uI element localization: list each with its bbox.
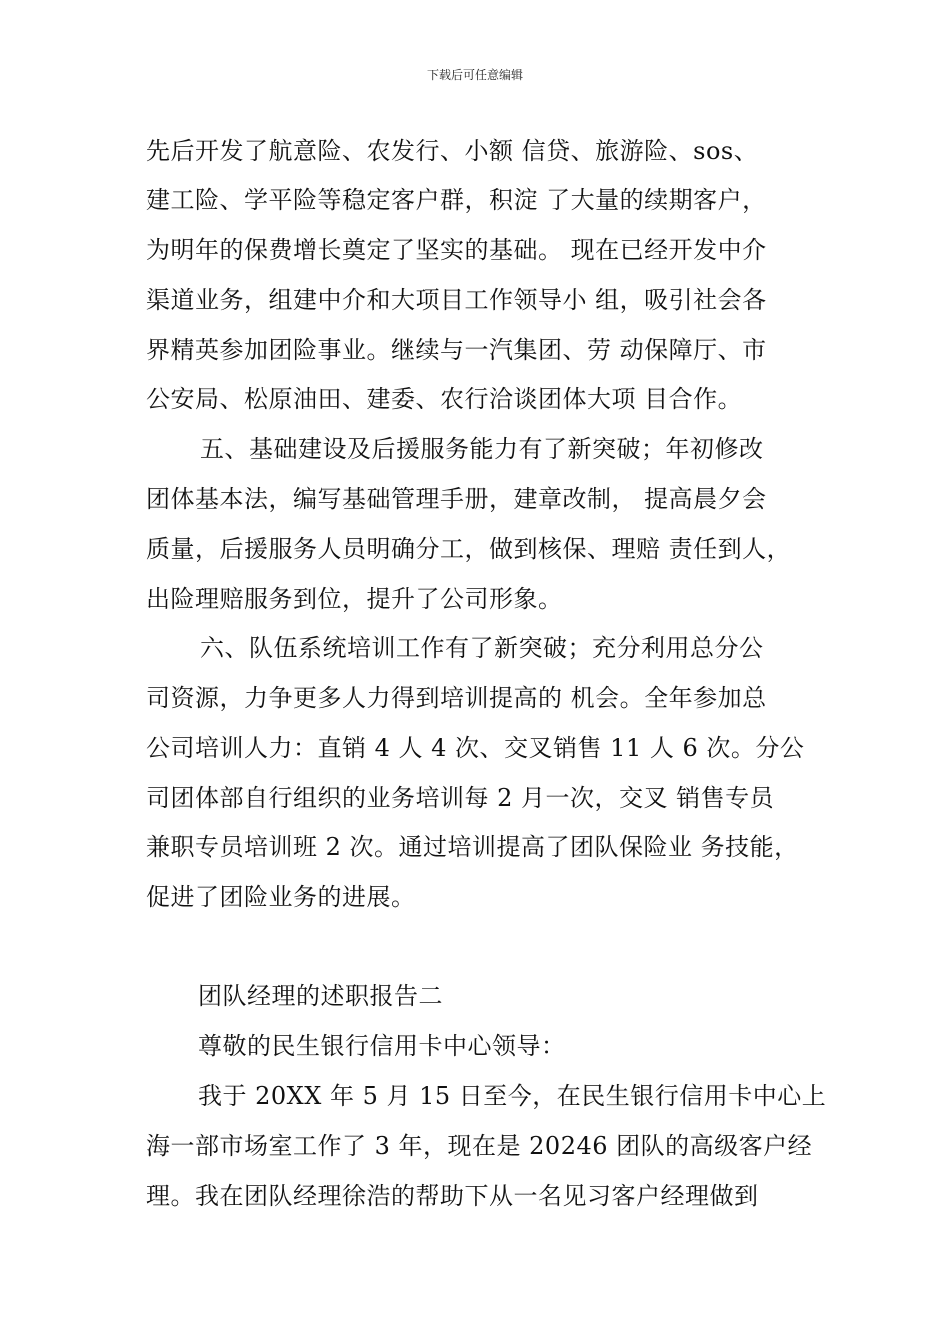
text-line: 界精英参加团险事业。继续与一汽集团、劳 动保障厅、市 — [146, 336, 767, 364]
text-line: 理。我在团队经理徐浩的帮助下从一名见习客户经理做到 — [146, 1182, 759, 1210]
text-line: 建工险、学平险等稳定客户群，积淀 了大量的续期客户， — [146, 186, 767, 214]
paragraph-start-line: 五、基础建设及后援服务能力有了新突破；年初修改 — [200, 435, 764, 463]
text-line: 海一部市场室工作了 3 年，现在是 20246 团队的高级客户经 — [146, 1132, 813, 1160]
text-line: 团体基本法，编写基础管理手册，建章改制， 提高晨夕会 — [146, 485, 767, 513]
text-line: 公安局、松原油田、建委、农行洽谈团体大项 目合作。 — [146, 385, 743, 413]
text-line: 促进了团险业务的进展。 — [146, 883, 416, 911]
salutation-line: 尊敬的民生银行信用卡中心领导： — [198, 1032, 566, 1060]
text-line: 质量，后援服务人员明确分工，做到核保、理赔 责任到人， — [146, 535, 792, 563]
text-line: 先后开发了航意险、农发行、小额 信贷、旅游险、sos、 — [146, 137, 759, 165]
text-line: 为明年的保费增长奠定了坚实的基础。 现在已经开发中介 — [146, 236, 767, 264]
text-line: 出险理赔服务到位，提升了公司形象。 — [146, 585, 563, 613]
text-line: 司团体部自行组织的业务培训每 2 月一次，交叉 销售专员 — [146, 784, 775, 812]
paragraph-start-line: 我于 20XX 年 5 月 15 日至今，在民生银行信用卡中心上 — [198, 1082, 827, 1110]
page-header: 下载后可任意编辑 — [426, 68, 523, 82]
text-line: 兼职专员培训班 2 次。通过培训提高了团队保险业 务技能， — [146, 833, 799, 861]
text-line: 司资源，力争更多人力得到培训提高的 机会。全年参加总 — [146, 684, 767, 712]
text-line: 渠道业务，组建中介和大项目工作领导小 组，吸引社会各 — [146, 286, 767, 314]
paragraph-start-line: 六、队伍系统培训工作有了新突破；充分利用总分公 — [200, 634, 764, 662]
text-line: 公司培训人力：直销 4 人 4 次、交叉销售 11 人 6 次。分公 — [146, 734, 805, 762]
section-title: 团队经理的述职报告二 — [198, 982, 443, 1010]
